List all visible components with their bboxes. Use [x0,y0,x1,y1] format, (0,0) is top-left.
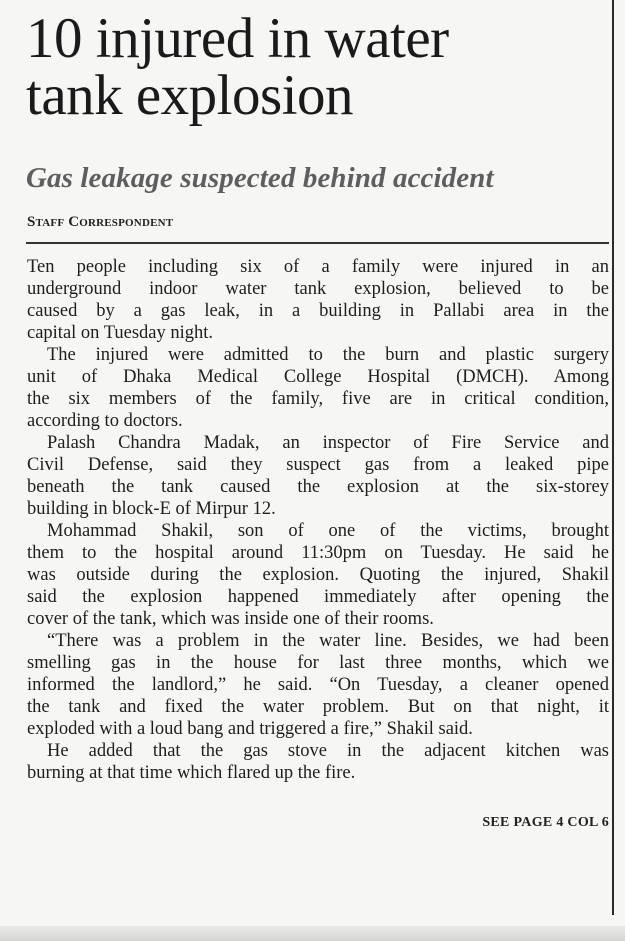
paragraph-line: according to doctors. [27,411,183,431]
article-paragraph [27,740,609,784]
paragraph-line: cover of the tank, which was inside one of their rooms. [27,609,434,629]
paragraph-line: Ten people including six of a family were injured in an [27,257,609,277]
headline-line: 10 injured in water [26,7,449,70]
paragraph-line: beneath the tank caused the explosion at the six-storey [27,477,609,497]
headline-line: tank explosion [26,64,354,127]
paragraph-line: smelling gas in the house for last three months, which we [27,653,609,673]
article-paragraph [27,520,609,630]
paragraph-line: Civil Defense, said they suspect gas from a leaked pipe [27,455,609,475]
paragraph-line: burning at that time which flared up the fire. [27,763,356,783]
article-body [27,256,609,784]
paragraph-line: caused by a gas leak, in a building in Pallabi area in the [27,301,609,321]
paragraph-line: “There was a problem in the water line. Besides, we had been [47,631,609,651]
article-paragraph [27,432,609,520]
paragraph-line: capital on Tuesday night. [27,323,214,343]
paragraph-line: the tank and fixed the water problem. But on that night, it [27,697,609,717]
article-paragraph [27,256,609,344]
paragraph-line: The injured were admitted to the burn and plastic surgery [47,345,609,365]
paragraph-line: Palash Chandra Madak, an inspector of Fire Service and [47,433,609,453]
paragraph-line: building in block-E of Mirpur 12. [27,499,276,519]
paragraph-line: He added that the gas stove in the adjacent kitchen was [47,741,609,761]
paragraph-line: was outside during the explosion. Quoting the injured, Shakil [27,565,609,585]
paragraph-line: unit of Dhaka Medical College Hospital (DMCH). Among [27,367,609,387]
continuation-note: SEE PAGE 4 COL 6 [482,815,609,830]
headline [26,7,606,127]
paragraph-line: the six members of the family, five are in critical condition, [27,389,609,409]
paragraph-line: exploded with a loud bang and triggered a fire,” Shakil said. [27,719,473,739]
subheadline: Gas leakage suspected behind accident [26,162,494,194]
paragraph-line: informed the landlord,” he said. “On Tuesday, a cleaner opened [27,675,609,695]
article-paragraph [27,630,609,740]
page-edge [0,926,625,941]
article-paragraph [27,344,609,432]
paragraph-line: underground indoor water tank explosion, believed to be [27,279,609,299]
byline-divider [26,242,609,244]
paragraph-line: them to the hospital around 11:30pm on Tuesday. He said he [27,543,609,563]
byline: Staff Correspondent [27,214,174,230]
paragraph-line: said the explosion happened immediately after opening the [27,587,609,607]
paragraph-line: Mohammad Shakil, son of one of the victims, brought [47,521,609,541]
column-divider [612,0,614,915]
